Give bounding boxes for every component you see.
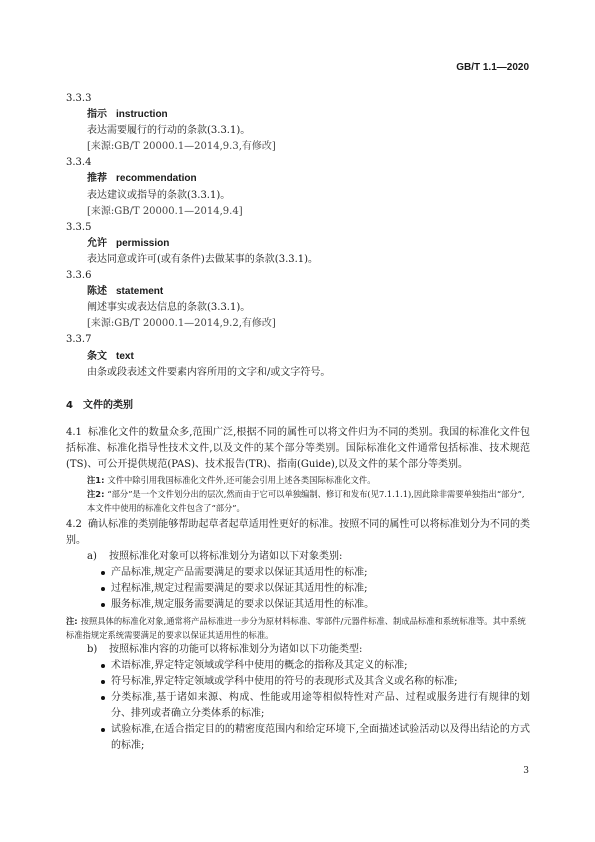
section-title: 文件的类别 bbox=[82, 399, 133, 411]
term-zh: 陈述 bbox=[87, 286, 107, 298]
clause-4-1 bbox=[66, 425, 530, 473]
bullet-item bbox=[66, 581, 530, 597]
term-number: 3.3.7 bbox=[66, 334, 92, 346]
bullet-item bbox=[66, 722, 530, 754]
term-zh: 条文 bbox=[87, 350, 107, 362]
bullet-item bbox=[66, 674, 530, 690]
bullet-text: 术语标准,界定特定领域或学科中使用的概念的指称及其定义的标准; bbox=[111, 659, 408, 671]
bullet-item bbox=[66, 565, 530, 581]
term-entry bbox=[66, 268, 530, 332]
bullet-item bbox=[66, 597, 530, 613]
section-number: 4 bbox=[66, 399, 73, 411]
term-source: [来源:GB/T 20000.1—2014,9.3,有修改] bbox=[87, 141, 276, 153]
term-en: permission bbox=[116, 237, 170, 249]
term-entry bbox=[66, 220, 530, 268]
page-number: 3 bbox=[523, 766, 529, 776]
note-label: 注2: bbox=[87, 488, 105, 499]
bullet-text: 服务标准,规定服务需要满足的要求以保证其适用性的标准。 bbox=[111, 599, 375, 611]
note-3 bbox=[66, 614, 530, 642]
term-entry bbox=[66, 155, 530, 219]
note-2 bbox=[66, 487, 530, 515]
term-zh: 允许 bbox=[87, 237, 107, 249]
note-label: 注: bbox=[66, 615, 78, 626]
term-definition: 表达建议或指导的条款(3.3.1)。 bbox=[87, 189, 231, 201]
term-zh: 指示 bbox=[87, 109, 107, 121]
note-text: “部分”是一个文件划分出的层次,然而由于它可以单独编制、修订和发布(见7.1.1.1),因此除非需要单独指出“部分”,本文件中使用的标准化文件包含了“部分”。 bbox=[87, 488, 525, 513]
term-number: 3.3.4 bbox=[66, 157, 92, 169]
term-definition: 表达需要履行的行动的条款(3.3.1)。 bbox=[87, 125, 251, 137]
clause-4-2 bbox=[66, 517, 530, 549]
bullet-text: 产品标准,规定产品需要满足的要求以保证其适用性的标准; bbox=[111, 567, 368, 579]
list-text: 按照标准化对象可以将标准划分为诸如以下对象类别: bbox=[109, 551, 343, 563]
clause-text: 标准化文件的数量众多,范围广泛,根据不同的属性可以将文件归为不同的类别。我国的标准化文件包括标准、标准化指导性技术文件,以及文件的某个部分等类别。国际标准化文件通常包括标准、技术规范(TS)、可公开提供规范(PAS)、技术报告(TR)、指南(Guide),以及文件的某个部分等类别。 bbox=[66, 426, 530, 470]
list-label: a) bbox=[87, 551, 97, 563]
term-heading bbox=[66, 284, 530, 300]
term-number: 3.3.3 bbox=[66, 93, 92, 104]
clause-number: 4.2 bbox=[66, 518, 82, 530]
term-definition: 表达同意或许可(或有条件)去做某事的条款(3.3.1)。 bbox=[87, 253, 319, 265]
bullet-text: 符号标准,界定特定领域或学科中使用的符号的表现形式及其含义或名称的标准; bbox=[111, 675, 458, 687]
term-heading bbox=[66, 236, 530, 252]
page-content bbox=[66, 91, 530, 754]
list-item-b bbox=[66, 642, 530, 658]
term-en: instruction bbox=[116, 109, 168, 121]
bullet-item bbox=[66, 658, 530, 674]
term-heading bbox=[66, 349, 530, 365]
list-item-a bbox=[66, 549, 530, 565]
term-en: statement bbox=[116, 286, 164, 298]
term-entry bbox=[66, 91, 530, 155]
note-text: 文件中除引用我国标准化文件外,还可能会引用上述各类国际标准化文件。 bbox=[107, 474, 376, 485]
bullet-item bbox=[66, 690, 530, 722]
clause-number: 4.1 bbox=[66, 426, 82, 438]
section-heading bbox=[66, 399, 530, 413]
note-1 bbox=[66, 473, 530, 487]
list-text: 按照标准内容的功能可以将标准划分为诸如以下功能类型: bbox=[109, 643, 363, 655]
term-number: 3.3.5 bbox=[66, 221, 92, 233]
bullet-text: 过程标准,规定过程需要满足的要求以保证其适用性的标准; bbox=[111, 583, 368, 595]
term-zh: 推荐 bbox=[87, 173, 107, 185]
term-number: 3.3.6 bbox=[66, 270, 92, 282]
page-header-doc-id: GB/T 1.1—2020 bbox=[456, 62, 529, 73]
bullet-text: 试验标准,在适合指定目的的精密度范围内和给定环境下,全面描述试验活动以及得出结论的方式的标准; bbox=[111, 724, 530, 752]
term-heading bbox=[66, 107, 530, 123]
term-en: text bbox=[116, 350, 134, 362]
list-label: b) bbox=[87, 643, 98, 655]
term-heading bbox=[66, 171, 530, 187]
term-source: [来源:GB/T 20000.1—2014,9.2,有修改] bbox=[87, 318, 276, 330]
term-source: [来源:GB/T 20000.1—2014,9.4] bbox=[87, 205, 243, 217]
term-entry bbox=[66, 332, 530, 380]
bullet-text: 分类标准,基于诸如来源、构成、性能或用途等相似特性对产品、过程或服务进行有规律的划分、排列或者确立分类体系的标准; bbox=[111, 691, 530, 719]
term-en: recommendation bbox=[116, 173, 197, 185]
note-label: 注1: bbox=[87, 474, 105, 485]
term-definition: 阐述事实或表达信息的条款(3.3.1)。 bbox=[87, 302, 251, 314]
note-text: 按照具体的标准化对象,通常将产品标准进一步分为原材料标准、零部件/元器件标准、制成品标准和系统标准等。其中系统标准指规定系统需要满足的要求以保证其适用性的标准。 bbox=[66, 615, 526, 640]
clause-text: 确认标准的类别能够帮助起草者起草适用性更好的标准。按照不同的属性可以将标准划分为不同的类别。 bbox=[66, 518, 530, 547]
term-definition: 由条或段表述文件要素内容所用的文字和/或文字符号。 bbox=[87, 366, 331, 378]
